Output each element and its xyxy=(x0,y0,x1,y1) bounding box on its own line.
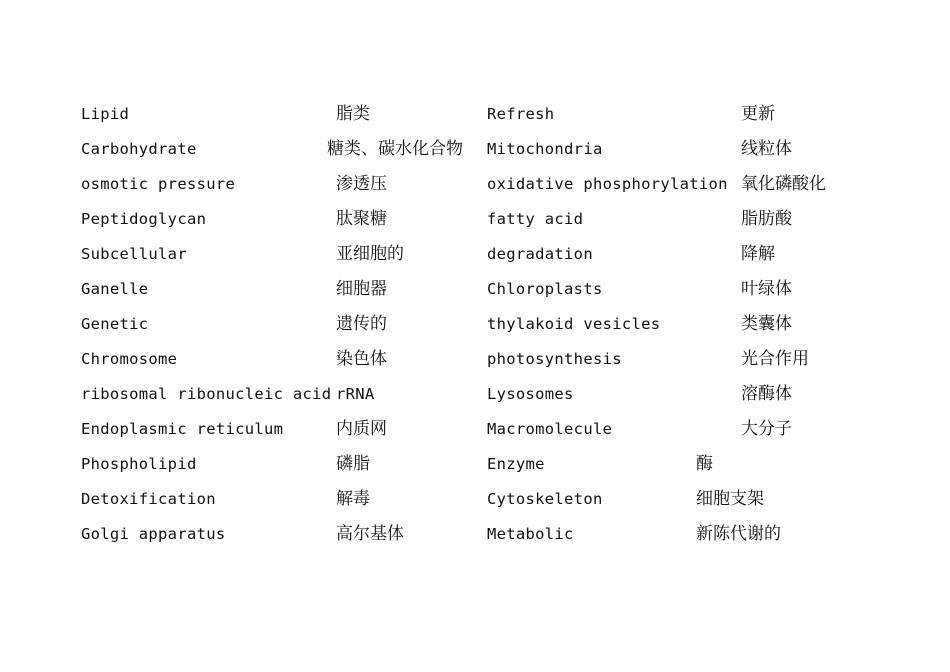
term-chinese: 细胞器 xyxy=(336,279,387,299)
term-english: Lysosomes xyxy=(487,385,574,403)
glossary-row xyxy=(0,482,950,517)
term-english: Mitochondria xyxy=(487,140,603,158)
term-english: Genetic xyxy=(81,315,149,333)
term-chinese: 脂类 xyxy=(336,104,370,124)
glossary-row xyxy=(0,447,950,482)
term-english: osmotic pressure xyxy=(81,175,236,193)
term-english: Enzyme xyxy=(487,455,545,473)
term-chinese: rRNA xyxy=(336,385,375,403)
glossary-row xyxy=(0,272,950,307)
term-chinese: 叶绿体 xyxy=(741,279,792,299)
term-english: Metabolic xyxy=(487,525,574,543)
term-english: Cytoskeleton xyxy=(487,490,603,508)
term-english: Macromolecule xyxy=(487,420,613,438)
term-english: oxidative phosphorylation xyxy=(487,175,728,193)
term-english: Detoxification xyxy=(81,490,216,508)
glossary-row xyxy=(0,167,950,202)
term-english: Chloroplasts xyxy=(487,280,603,298)
term-english: Subcellular xyxy=(81,245,187,263)
term-english: Carbohydrate xyxy=(81,140,197,158)
glossary-row xyxy=(0,342,950,377)
glossary-row xyxy=(0,307,950,342)
term-english: Ganelle xyxy=(81,280,149,298)
glossary-row xyxy=(0,202,950,237)
glossary-row xyxy=(0,237,950,272)
glossary-row xyxy=(0,132,950,167)
term-chinese: 高尔基体 xyxy=(336,524,404,544)
term-chinese: 更新 xyxy=(741,104,775,124)
term-chinese: 解毒 xyxy=(336,489,370,509)
term-chinese: 亚细胞的 xyxy=(336,244,404,264)
glossary-row xyxy=(0,517,950,552)
term-chinese: 新陈代谢的 xyxy=(696,524,781,544)
term-chinese: 染色体 xyxy=(336,349,387,369)
term-english: Lipid xyxy=(81,105,130,123)
term-english: ribosomal ribonucleic acid xyxy=(81,385,332,403)
term-chinese: 糖类、碳水化合物 xyxy=(327,139,463,159)
term-english: Peptidoglycan xyxy=(81,210,207,228)
glossary-row xyxy=(0,97,950,132)
term-chinese: 溶酶体 xyxy=(741,384,792,404)
glossary-row xyxy=(0,377,950,412)
term-english: Chromosome xyxy=(81,350,178,368)
term-chinese: 氧化磷酸化 xyxy=(741,174,826,194)
term-chinese: 光合作用 xyxy=(741,349,809,369)
term-english: degradation xyxy=(487,245,593,263)
term-chinese: 降解 xyxy=(741,244,775,264)
term-chinese: 内质网 xyxy=(336,419,387,439)
term-chinese: 肽聚糖 xyxy=(336,209,387,229)
term-english: Phospholipid xyxy=(81,455,197,473)
glossary-row xyxy=(0,412,950,447)
term-chinese: 大分子 xyxy=(741,419,792,439)
term-english: photosynthesis xyxy=(487,350,622,368)
term-chinese: 磷脂 xyxy=(336,454,370,474)
term-chinese: 细胞支架 xyxy=(696,489,764,509)
term-chinese: 酶 xyxy=(696,454,713,474)
term-english: Golgi apparatus xyxy=(81,525,226,543)
term-chinese: 遗传的 xyxy=(336,314,387,334)
term-english: Refresh xyxy=(487,105,555,123)
term-english: thylakoid vesicles xyxy=(487,315,661,333)
term-chinese: 类囊体 xyxy=(741,314,792,334)
term-english: Endoplasmic reticulum xyxy=(81,420,284,438)
term-chinese: 渗透压 xyxy=(336,174,387,194)
term-english: fatty acid xyxy=(487,210,584,228)
term-chinese: 线粒体 xyxy=(741,139,792,159)
term-chinese: 脂肪酸 xyxy=(741,209,792,229)
